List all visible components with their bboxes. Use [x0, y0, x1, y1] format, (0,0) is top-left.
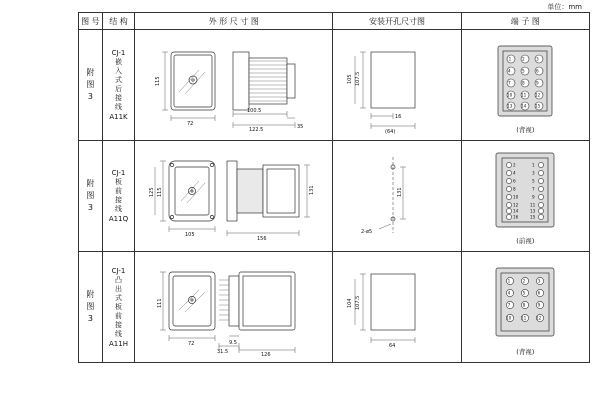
svg-text:3: 3	[531, 170, 535, 176]
header-outline-dimension: 外 形 尺 寸 图	[135, 13, 333, 30]
header-figure-no: 图 号	[79, 13, 103, 30]
header-mounting-cutout: 安装开孔尺寸图	[333, 13, 461, 30]
svg-text:14: 14	[512, 208, 519, 214]
svg-text:9: 9	[537, 302, 540, 308]
svg-text:11: 11	[520, 315, 527, 321]
cell-structure-3	[102, 252, 134, 363]
cell-mounting-3	[333, 252, 461, 363]
mounting-drawing-r1	[333, 30, 459, 140]
table-row	[79, 252, 590, 363]
figure-no-line3-r2: 3	[87, 203, 93, 212]
svg-text:5: 5	[521, 68, 525, 74]
svg-text:15: 15	[529, 214, 536, 220]
svg-text:7: 7	[531, 186, 535, 192]
dim-2-d5-r2: 2-ø5	[361, 229, 373, 235]
svg-text:3: 3	[535, 56, 539, 62]
cell-figure-no-1	[79, 30, 103, 141]
cell-terminal-3	[461, 252, 589, 363]
specification-table	[78, 12, 590, 363]
svg-text:16: 16	[512, 214, 519, 220]
mounting-drawing-r3	[333, 252, 459, 362]
dim-9p5-r3: 9.5	[229, 340, 238, 346]
svg-text:5: 5	[531, 178, 535, 184]
mounting-drawing-r2	[333, 141, 459, 251]
dim-72-r3: 72	[188, 341, 195, 347]
terminal-note-r2: (前视)	[516, 237, 535, 245]
dim-125-r2: 125	[149, 187, 156, 197]
svg-text:4: 4	[507, 290, 510, 296]
cell-structure-1	[102, 30, 134, 141]
svg-text:9: 9	[531, 194, 535, 200]
dim-16-r1: 16	[395, 114, 402, 120]
svg-text:4: 4	[507, 68, 511, 74]
figure-no-line3-r3: 3	[87, 314, 93, 323]
svg-text:9: 9	[535, 80, 539, 86]
dim-131-mount-r2: 131	[397, 187, 404, 197]
figure-no-line1-r2: 附	[86, 179, 95, 188]
structure-model-r2: CJ-1	[111, 169, 126, 177]
dim-105-r1: 105	[347, 74, 354, 84]
dim-115-r2: 115	[157, 187, 164, 197]
dim-35-r1: 35	[297, 124, 304, 130]
cell-outline-3	[135, 252, 333, 363]
terminal-drawing-r1	[462, 30, 588, 140]
dim-64-r3: 64	[389, 343, 396, 349]
cell-figure-no-3	[79, 252, 103, 363]
dim-122p5-r1: 122.5	[249, 127, 264, 133]
dim-72-r1: 72	[187, 121, 194, 127]
dim-100p5-r1: 100.5	[247, 108, 262, 114]
svg-text:12: 12	[512, 202, 519, 208]
svg-text:8: 8	[521, 80, 525, 86]
svg-text:13: 13	[529, 208, 536, 214]
dim-115-r1: 115	[155, 76, 162, 86]
svg-text:12: 12	[534, 92, 541, 98]
svg-text:4: 4	[512, 170, 516, 176]
figure-no-line2-r1: 图	[86, 80, 95, 89]
figure-no-line2-r2: 图	[86, 191, 95, 200]
svg-text:6: 6	[512, 178, 516, 184]
structure-code-r2: A11Q	[108, 215, 129, 223]
svg-text:13: 13	[506, 103, 513, 109]
svg-text:6: 6	[537, 290, 540, 296]
dim-111-r3: 111	[157, 298, 164, 308]
cell-mounting-1	[333, 30, 461, 141]
unit-label: 单位：mm	[547, 3, 582, 11]
outline-drawing-r3	[135, 252, 331, 362]
svg-text:2: 2	[512, 162, 516, 168]
cell-structure-2	[102, 141, 134, 252]
svg-text:3: 3	[537, 278, 540, 284]
svg-text:8: 8	[512, 186, 516, 192]
svg-text:1: 1	[531, 162, 535, 168]
figure-no-line1-r3: 附	[86, 290, 95, 299]
svg-text:1: 1	[508, 56, 511, 62]
svg-text:2: 2	[522, 278, 525, 284]
svg-text:7: 7	[507, 302, 510, 308]
cell-mounting-2	[333, 141, 461, 252]
terminal-note-r3: (背视)	[516, 348, 535, 356]
header-structure: 结 构	[102, 13, 134, 30]
svg-text:8: 8	[522, 302, 525, 308]
dim-31p5-r3: 31.5	[217, 349, 229, 355]
dim-105-r2: 105	[185, 232, 195, 238]
structure-text-r3: 凸 出 式 板 前 接 线	[114, 275, 122, 338]
structure-text-r1: 嵌 入 式 后 接 线	[114, 58, 122, 111]
outline-drawing-r1	[135, 30, 331, 140]
dim-107p5-r3: 107.5	[355, 295, 362, 310]
svg-text:10: 10	[505, 315, 512, 321]
table-row	[79, 30, 590, 141]
cell-figure-no-2	[79, 141, 103, 252]
svg-text:5: 5	[522, 290, 525, 296]
svg-text:12: 12	[535, 315, 542, 321]
table-row	[79, 141, 590, 252]
terminal-note-r1: (背视)	[516, 126, 535, 134]
svg-text:11: 11	[520, 92, 527, 98]
figure-no-line2-r3: 图	[86, 302, 95, 311]
figure-no-line3-r1: 3	[87, 92, 93, 101]
header-terminal-diagram: 端 子 图	[461, 13, 589, 30]
dim-64-r1: (64)	[385, 129, 396, 135]
table-header-row	[79, 13, 590, 30]
structure-text-r2: 板 前 接 线	[114, 178, 122, 213]
dim-104-r3: 104	[347, 298, 354, 308]
figure-no-line1-r1: 附	[86, 68, 95, 77]
svg-text:6: 6	[535, 68, 539, 74]
cell-outline-1	[135, 30, 333, 141]
dim-131-r2: 131	[309, 185, 316, 195]
svg-text:14: 14	[520, 103, 527, 109]
outline-drawing-r2	[135, 141, 331, 251]
cell-terminal-2	[461, 141, 589, 252]
svg-text:11: 11	[529, 202, 536, 208]
svg-text:2: 2	[521, 56, 525, 62]
structure-code-r3: A11H	[109, 339, 128, 348]
cell-outline-2	[135, 141, 333, 252]
svg-text:10: 10	[506, 92, 513, 98]
structure-model-r3: CJ-1	[111, 266, 126, 275]
svg-text:1: 1	[507, 278, 510, 284]
svg-text:15: 15	[534, 103, 541, 109]
structure-code-r1: A11K	[109, 113, 128, 121]
terminal-drawing-r2	[462, 141, 588, 251]
terminal-drawing-r3	[462, 252, 588, 362]
dim-107p5-r1: 107.5	[355, 71, 362, 86]
svg-text:10: 10	[512, 194, 519, 200]
dim-156-r2: 156	[257, 236, 267, 242]
svg-text:7: 7	[507, 80, 511, 86]
structure-model-r1: CJ-1	[111, 49, 126, 57]
cell-terminal-1	[461, 30, 589, 141]
dim-126-r3: 126	[261, 352, 271, 358]
